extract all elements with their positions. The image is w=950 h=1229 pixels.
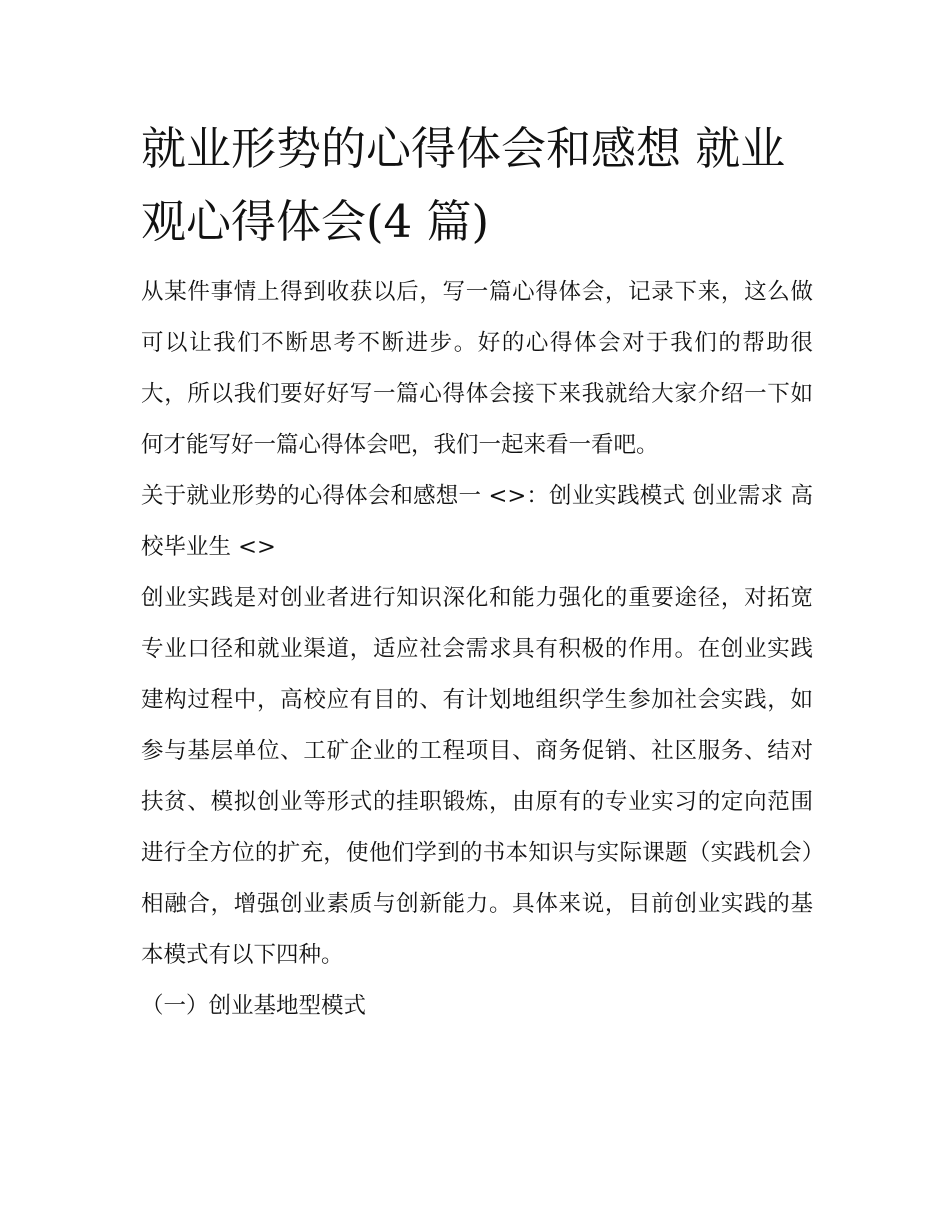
document-title: 就业形势的心得体会和感想 就业观心得体会(4 篇) <box>141 122 786 248</box>
document-content <box>141 112 813 1032</box>
intro-paragraph: 从某件事情上得到收获以后，写一篇心得体会，记录下来，这么做可以让我们不断思考不断进步。好的心得体会对于我们的帮助很大，所以我们要好好写一篇心得体会接下来我就给大家介绍一下如何才能写好一篇心得体会吧，我们一起来看一看吧。 <box>141 279 813 458</box>
section-heading: 关于就业形势的心得体会和感想一 <>：创业实践模式 创业需求 高校毕业生 <> <box>141 483 813 560</box>
subheading: （一）创业基地型模式 <box>141 993 367 1019</box>
body-paragraph: 创业实践是对创业者进行知识深化和能力强化的重要途径，对拓宽专业口径和就业渠道，适应社会需求具有积极的作用。在创业实践建构过程中，高校应有目的、有计划地组织学生参加社会实践，如参与基层单位、工矿企业的工程项目、商务促销、社区服务、结对扶贫、模拟创业等形式的挂职锻炼，由原有的专业实习的定向范围进行全方位的扩充，使他们学到的书本知识与实际课题（实践机会）相融合，增强创业素质与创新能力。具体来说，目前创业实践的基本模式有以下四种。 <box>141 585 813 968</box>
